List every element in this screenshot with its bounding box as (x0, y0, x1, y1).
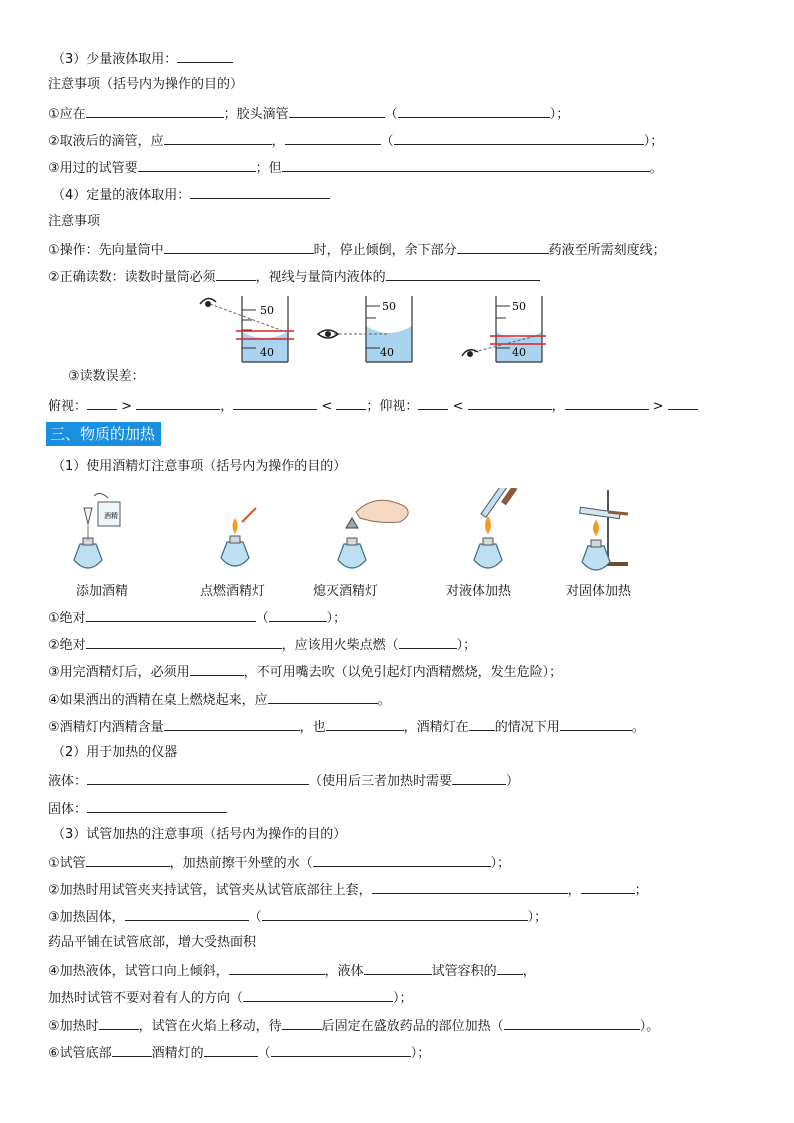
text: ，液体 (324, 964, 364, 979)
answer-blank[interactable] (164, 240, 314, 254)
text: ，不可用嘴去吹（以免引起灯内酒精燃烧，发生危险）； (243, 665, 563, 680)
text: < (321, 399, 333, 414)
lamp-rule-1 (48, 608, 346, 628)
text: ；但 (255, 161, 282, 176)
text: ，应该用火柴点燃（ (281, 638, 399, 653)
text: ⑤加热时 (48, 1019, 99, 1034)
notes-title: 注意事项（括号内为操作的目的） (48, 77, 244, 92)
text: （ (380, 134, 394, 149)
answer-blank[interactable] (282, 158, 650, 172)
answer-blank[interactable] (418, 396, 448, 410)
answer-blank[interactable] (268, 690, 378, 704)
answer-blank[interactable] (289, 104, 385, 118)
rule-3 (48, 158, 663, 178)
answer-blank[interactable] (177, 49, 233, 63)
tick-label: 40 (512, 346, 526, 359)
text: （ (248, 910, 262, 925)
answer-blank[interactable] (497, 961, 523, 975)
lamp-rule-2 (48, 635, 476, 655)
heat-q3-title: （3）试管加热的注意事项（括号内为操作的目的） (52, 827, 347, 842)
answer-blank[interactable] (86, 608, 256, 622)
text: 后固定在盛放药品的部位加热（ (321, 1019, 504, 1034)
q4-title: （4）定量的液体取用： (52, 188, 191, 203)
caption: 添加酒精 (76, 584, 129, 599)
answer-blank[interactable] (86, 853, 170, 867)
answer-blank[interactable] (452, 771, 506, 785)
cylinder-reading-figure (196, 292, 556, 366)
answer-blank[interactable] (87, 799, 227, 813)
text: ）。 (639, 1019, 660, 1034)
text: ； (634, 883, 648, 898)
heat-q2-title: （2）用于加热的仪器 (52, 745, 178, 760)
lamp-rule-4 (48, 690, 391, 710)
text: ④如果洒出的酒精在桌上燃烧起来，应 (48, 693, 268, 708)
answer-blank[interactable] (190, 662, 244, 676)
text: ， (567, 883, 581, 898)
lamp-lighting (221, 508, 256, 566)
answer-blank[interactable] (581, 880, 635, 894)
text: ，也 (299, 720, 326, 735)
answer-blank[interactable] (164, 717, 300, 731)
text: ， (220, 399, 234, 414)
text: ①操作：先向量筒中 (48, 243, 164, 258)
answer-blank[interactable] (336, 396, 366, 410)
text: ①试管 (48, 856, 86, 871)
eye-icon (200, 298, 216, 307)
answer-blank[interactable] (269, 608, 327, 622)
text: 药液至所需刻度线； (548, 243, 666, 258)
q3-title: （3）少量液体取用： (52, 52, 178, 67)
text: ， (522, 964, 536, 979)
answer-blank[interactable] (233, 396, 317, 410)
lamp-heating-solid (580, 490, 628, 570)
tick-label: 40 (380, 346, 394, 359)
text: 的情况下用 (494, 720, 560, 735)
text: ）； (490, 856, 511, 871)
text: ④加热液体，试管口向上倾斜， (48, 964, 229, 979)
text: ；胶头滴管 (223, 107, 289, 122)
tick-label: 40 (260, 346, 274, 359)
text: （ (384, 107, 398, 122)
answer-blank[interactable] (87, 771, 309, 785)
answer-blank[interactable] (364, 961, 432, 975)
answer-blank[interactable] (504, 1016, 640, 1030)
text: ， (271, 134, 285, 149)
text: ，加热前擦干外壁的水（ (169, 856, 313, 871)
answer-blank[interactable] (468, 396, 552, 410)
text: ，试管在火焰上移动，待 (138, 1019, 282, 1034)
answer-blank[interactable] (216, 267, 256, 281)
answer-blank[interactable] (190, 185, 330, 199)
answer-blank[interactable] (138, 158, 256, 172)
answer-blank[interactable] (398, 104, 550, 118)
caption: 对固体加热 (566, 584, 632, 599)
eye-icon (462, 350, 478, 357)
text: ，酒精灯在 (403, 720, 469, 735)
err-title: ③读数误差： (68, 369, 145, 384)
q3-line (52, 49, 233, 69)
answer-blank[interactable] (469, 717, 495, 731)
alcohol-lamp-figures (60, 488, 660, 572)
text: ②加热时用试管夹夹持试管，试管夹从试管底部往上套， (48, 883, 372, 898)
text: 。 (649, 161, 663, 176)
answer-blank[interactable] (313, 853, 491, 867)
answer-blank[interactable] (229, 961, 325, 975)
lamp-rule-3 (48, 662, 562, 682)
tube-rule-2 (48, 880, 648, 900)
text: 酒精灯的 (151, 1046, 204, 1061)
text: ）； (549, 107, 570, 122)
lamp-heating-liquid (474, 488, 517, 568)
answer-blank[interactable] (243, 988, 393, 1002)
heat-q1-title: （1）使用酒精灯注意事项（括号内为操作的目的） (52, 459, 347, 474)
cylinder-bottom-view (474, 296, 546, 362)
answer-blank[interactable] (136, 396, 220, 410)
text: ②绝对 (48, 638, 86, 653)
text: < (452, 399, 464, 414)
tube-rule-4b (48, 988, 413, 1008)
tick-label: 50 (382, 300, 396, 313)
text: 加热时试管不要对着有人的方向（ (48, 991, 244, 1006)
text: ；仰视： (366, 399, 419, 414)
caption: 点燃酒精灯 (200, 584, 266, 599)
caption: 熄灭酒精灯 (313, 584, 379, 599)
answer-blank[interactable] (87, 396, 117, 410)
text: ，视线与量筒内液体的 (255, 270, 386, 285)
liquid-line (48, 771, 519, 791)
text: ③加热固体， (48, 910, 125, 925)
answer-blank[interactable] (285, 131, 381, 145)
text: ）； (326, 611, 347, 626)
answer-blank[interactable] (457, 240, 549, 254)
text: （ (257, 1046, 271, 1061)
text: 时，停止倾倒，余下部分 (313, 243, 457, 258)
q4-line (52, 185, 330, 205)
text: ②正确读数：读数时量筒必须 (48, 270, 216, 285)
text: 试管容积的 (431, 964, 497, 979)
tube-rule-3 (48, 907, 547, 927)
text: > (652, 399, 664, 414)
text: 固体： (48, 802, 88, 817)
tube-rule-3b: 药品平铺在试管底部，增大受热面积 (48, 935, 257, 950)
answer-blank[interactable] (125, 907, 249, 921)
tube-rule-6 (48, 1043, 430, 1063)
text: ）； (643, 134, 664, 149)
text: ） (506, 774, 520, 789)
tube-rule-1 (48, 853, 510, 873)
answer-blank[interactable] (386, 267, 540, 281)
answer-blank[interactable] (99, 1016, 139, 1030)
answer-blank[interactable] (262, 907, 528, 921)
answer-blank[interactable] (271, 1043, 411, 1057)
text: 俯视： (48, 399, 88, 414)
text: ）； (393, 991, 413, 1006)
lamp-rule-5 (48, 717, 645, 737)
answer-blank[interactable] (282, 1016, 322, 1030)
lamp-adding-alcohol (74, 493, 120, 568)
notes2-title: 注意事项 (48, 214, 101, 229)
lamp-extinguishing (338, 500, 408, 568)
text: ⑥试管底部 (48, 1046, 112, 1061)
answer-blank[interactable] (565, 396, 649, 410)
answer-blank[interactable] (394, 131, 644, 145)
tick-label: 50 (512, 300, 526, 313)
text: ）； (527, 910, 548, 925)
text: 液体： (48, 774, 88, 789)
rule-1 (48, 104, 569, 124)
rule-4 (48, 240, 666, 260)
rule-6 (48, 396, 698, 416)
rule-2 (48, 131, 663, 151)
section-heading: 三、物质的加热 (46, 422, 161, 446)
text: ）； (410, 1046, 431, 1061)
answer-blank[interactable] (86, 635, 282, 649)
answer-blank[interactable] (86, 104, 224, 118)
cylinder-level-view (334, 296, 412, 362)
answer-blank[interactable] (164, 131, 272, 145)
answer-blank[interactable] (399, 635, 457, 649)
text: ①应在 (48, 107, 86, 122)
bottle-label: 酒精 (104, 512, 118, 520)
tick-label: 50 (260, 304, 274, 317)
text: 。 (377, 693, 391, 708)
text: ⑤酒精灯内酒精含量 (48, 720, 164, 735)
text: 。 (631, 720, 645, 735)
tube-rule-4 (48, 961, 536, 981)
answer-blank[interactable] (372, 880, 568, 894)
rule-5 (48, 267, 540, 287)
text: ③用完酒精灯后，必须用 (48, 665, 190, 680)
text: （ (255, 611, 269, 626)
answer-blank[interactable] (560, 717, 632, 731)
text: ③用过的试管要 (48, 161, 138, 176)
text: ）； (456, 638, 477, 653)
tube-rule-5 (48, 1016, 659, 1036)
text: > (121, 399, 133, 414)
answer-blank[interactable] (112, 1043, 152, 1057)
text: ②取液后的滴管，应 (48, 134, 164, 149)
cylinder-top-view (210, 296, 294, 362)
answer-blank[interactable] (204, 1043, 258, 1057)
answer-blank[interactable] (668, 396, 698, 410)
answer-blank[interactable] (326, 717, 404, 731)
text: ， (551, 399, 565, 414)
solid-line (48, 799, 227, 819)
caption: 对液体加热 (446, 584, 512, 599)
text: （使用后三者加热时需要 (309, 774, 453, 789)
text: ①绝对 (48, 611, 86, 626)
